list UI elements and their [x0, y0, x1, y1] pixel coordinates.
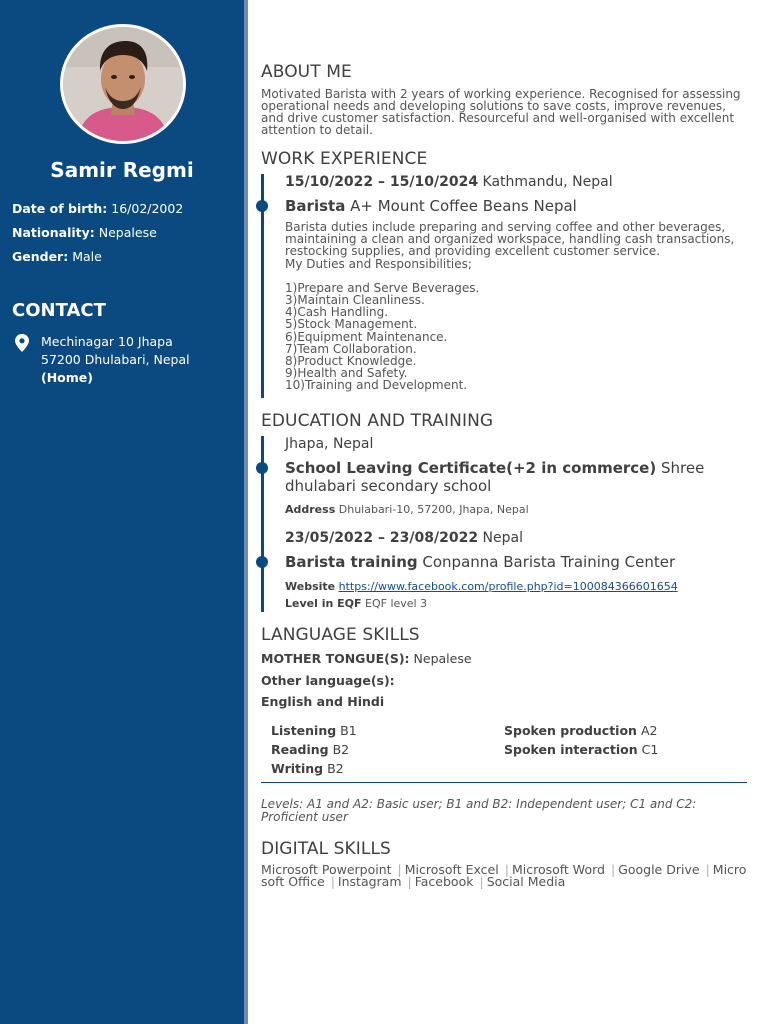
skill-item: Microsoft Powerpoint: [261, 862, 392, 877]
education-timeline-dot: [256, 462, 268, 474]
dob-label: Date of birth:: [12, 201, 108, 216]
skill-separator: |: [504, 862, 509, 877]
skill-item: Microsoft Word: [511, 862, 605, 877]
skill-separator: |: [407, 874, 412, 889]
work-duties-heading: My Duties and Responsibilities;: [285, 256, 472, 271]
duty-item: 8)Product Knowledge.: [285, 354, 417, 369]
profile-photo: [63, 27, 183, 141]
levels-note: Levels: A1 and A2: Basic user; B1 and B2: Independent user; C1 and C2: Proficient user: [261, 797, 697, 824]
nationality-label: Nationality:: [12, 225, 95, 240]
mother-tongue-label: MOTHER TONGUE(S):: [261, 651, 410, 666]
candidate-name: Samir Regmi: [50, 158, 194, 182]
work-role: Barista: [285, 197, 346, 215]
reading-label: Reading: [271, 742, 329, 757]
skill-separator: |: [479, 874, 484, 889]
skill-item: Microsoft Office: [261, 862, 747, 889]
gender-value: Male: [72, 249, 102, 264]
duty-item: 1)Prepare and Serve Beverages.: [285, 280, 480, 295]
language-divider: [261, 782, 747, 783]
language-title: LANGUAGE SKILLS: [261, 625, 420, 645]
education-title: EDUCATION AND TRAINING: [261, 411, 494, 431]
training-website-row: [285, 580, 745, 593]
training-level-row: [285, 597, 745, 610]
education-qualification: School Leaving Certificate(+2 in commerce): [285, 459, 657, 477]
training-website-link[interactable]: https://www.facebook.com/profile.php?id=100084366601654: [338, 580, 678, 593]
work-date-row: [285, 174, 745, 190]
work-description: Barista duties include preparing and serving coffee and other beverages, maintaining a clean and organized workspace, handling cash transactions, restocking supplies, and providing excellent customer service.: [285, 220, 735, 259]
skill-item: Social Media: [486, 874, 566, 889]
skill-item: Google Drive: [618, 862, 700, 877]
other-languages-value: [261, 694, 384, 709]
duty-item: 5)Stock Management.: [285, 317, 418, 332]
spoken-production-value: A2: [640, 723, 658, 738]
training-timeline-dot: [256, 556, 268, 568]
training-date-row: [285, 530, 745, 546]
education-location: Jhapa, Nepal: [285, 436, 374, 452]
digital-skills-list: [261, 864, 747, 888]
education-address-row: [285, 503, 745, 516]
listening-label: Listening: [271, 723, 337, 738]
spoken-interaction-label: Spoken interaction: [504, 742, 638, 757]
training-qualification-row: [285, 553, 745, 571]
work-location: Kathmandu, Nepal: [482, 174, 613, 190]
writing-value: B2: [327, 761, 344, 776]
skill-item: Instagram: [337, 874, 402, 889]
skill-separator: |: [397, 862, 402, 877]
address-block: [41, 333, 190, 387]
duty-item: 9)Health and Safety.: [285, 366, 408, 381]
training-level-value: EQF level 3: [365, 597, 428, 610]
mother-tongue-row: [261, 651, 472, 666]
nationality-row: [12, 225, 157, 240]
about-title: ABOUT ME: [261, 62, 352, 82]
spoken-interaction-row: [504, 742, 658, 757]
training-qualification: Barista training: [285, 553, 418, 571]
location-pin-icon: [14, 334, 30, 352]
skill-item: Microsoft Excel: [404, 862, 499, 877]
skill-separator: |: [705, 862, 710, 877]
address-line-2: 57200 Dhulabari, Nepal: [41, 352, 190, 367]
duty-item: 7)Team Collaboration.: [285, 341, 417, 356]
listening-row: [271, 723, 357, 738]
gender-label: Gender:: [12, 249, 69, 264]
about-text: Motivated Barista with 2 years of working experience. Recognised for assessing operational needs and developing solutions to save costs, improve revenues, and drive customer satisfaction. Resourceful and well-organised with excellent attention to detail.: [261, 87, 741, 137]
skill-separator: |: [610, 862, 616, 877]
reading-value: B2: [332, 742, 350, 757]
training-website-label: Website: [285, 580, 336, 593]
work-description-block: [285, 221, 745, 392]
other-languages-value-text: English and Hindi: [261, 694, 385, 709]
work-date: 15/10/2022 – 15/10/2024: [285, 174, 479, 190]
skill-item: Facebook: [414, 874, 474, 889]
listening-value: B1: [340, 723, 357, 738]
skill-separator: |: [330, 874, 335, 889]
duty-item: 6)Equipment Maintenance.: [285, 329, 448, 344]
avatar: [60, 24, 186, 144]
dob-value: 16/02/2002: [111, 201, 184, 216]
education-institution: Shree dhulabari secondary school: [285, 459, 705, 495]
duty-item: 4)Cash Handling.: [285, 305, 389, 320]
sidebar: [0, 0, 244, 1024]
training-date: 23/05/2022 – 23/08/2022: [285, 530, 479, 546]
other-languages-label-text: Other language(s):: [261, 673, 395, 688]
duty-item: 10)Training and Development.: [285, 378, 468, 393]
training-location: Nepal: [482, 530, 523, 546]
mother-tongue-value: Nepalese: [413, 651, 472, 666]
reading-row: [271, 742, 349, 757]
training-institution: Conpanna Barista Training Center: [422, 553, 676, 571]
dob-row: [12, 201, 183, 216]
education-address-value: Dhulabari-10, 57200, Jhapa, Nepal: [338, 503, 529, 516]
writing-row: [271, 761, 344, 776]
nationality-value: Nepalese: [98, 225, 157, 240]
duty-item: 3)Maintain Cleanliness.: [285, 293, 425, 308]
education-address-label: Address: [285, 503, 336, 516]
address-line-1: Mechinagar 10 Jhapa: [41, 334, 173, 349]
spoken-production-label: Spoken production: [504, 723, 637, 738]
work-role-row: [285, 197, 745, 215]
work-title: WORK EXPERIENCE: [261, 149, 428, 169]
other-languages-label: [261, 673, 395, 688]
work-timeline-dot: [256, 200, 268, 212]
contact-heading: CONTACT: [12, 300, 106, 321]
digital-title: DIGITAL SKILLS: [261, 839, 391, 859]
sidebar-edge: [244, 0, 248, 1024]
address-type: (Home): [41, 370, 93, 385]
work-employer: A+ Mount Coffee Beans Nepal: [350, 197, 577, 215]
education-qualification-row: [285, 459, 745, 495]
gender-row: [12, 249, 102, 264]
spoken-interaction-value: C1: [641, 742, 659, 757]
writing-label: Writing: [271, 761, 324, 776]
spoken-production-row: [504, 723, 657, 738]
training-level-label: Level in EQF: [285, 597, 362, 610]
